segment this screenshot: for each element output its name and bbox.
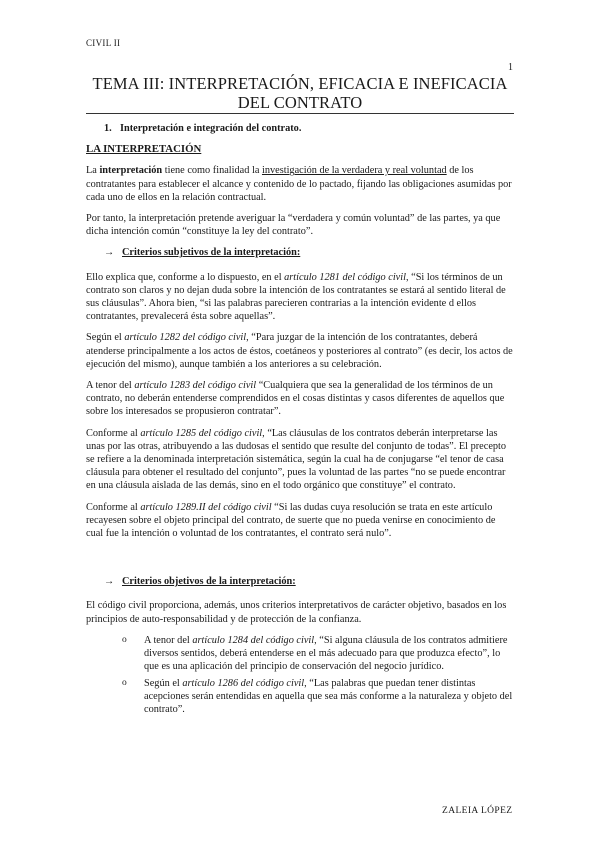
- text-run: Según el: [144, 677, 183, 689]
- article-reference: artículo 1282 del código civil: [124, 332, 247, 344]
- section-title: Interpretación e integración del contrato.: [120, 123, 302, 134]
- list-item: [122, 677, 514, 717]
- text-run: , “Las palabras que puedan tener distintas acepciones serán entendidas en aquella que sea más conforme a la naturaleza y objeto del contrato”.: [144, 677, 513, 715]
- article-reference: artículo 1283 del código civil: [134, 380, 257, 392]
- text-run: “Cualquiera que sea la generalidad de los términos de un contrato, no deberán entenderse comprendidos en el cosas distintas y casos diferentes de aquellos que sobre los interesados se propusieron contratar”.: [86, 380, 505, 418]
- text-run: de los contratantes para establecer el alcance y contenido de lo pactado, fijando las obligaciones asumidas por cada uno de ellos en la relación contractual.: [86, 165, 512, 203]
- running-header: CIVIL II: [86, 38, 121, 48]
- objective-criteria-list: [86, 634, 514, 716]
- text-run: La: [86, 165, 100, 177]
- article-reference: artículo 1286 del código civil: [182, 677, 305, 689]
- subjective-criteria-heading: [86, 246, 514, 259]
- document-body: [86, 122, 514, 719]
- text-run: Conforme al: [86, 427, 141, 439]
- text-run: tiene como finalidad la: [162, 165, 262, 177]
- section-heading: [86, 122, 514, 135]
- article-reference: artículo 1284 del código civil: [192, 634, 315, 646]
- article-reference: artículo 1289.II del código civil: [140, 501, 272, 513]
- article-reference: artículo 1285 del código civil: [140, 427, 263, 439]
- text-run: Ello explica que, conforme a lo dispuesto, en el: [86, 271, 285, 283]
- text-run: “Si las dudas cuya resolución se trata en este artículo recayesen sobre el objeto principal del contrato, de suerte que no pueda venirse en conocimiento de cual fue la intención o voluntad de los contratantes, el contrato será nulo”.: [86, 501, 496, 540]
- subjective-paragraph-2: [86, 331, 514, 371]
- text-run: , “Las cláusulas de los contratos deberán interpretarse las unas por las otras, atribuyendo a las dudosas el sentido que resulte del conjunto de todas”. El precepto se refiere a la denominada interpretación sistemática, según la cual ha de conjugarse “el tenor de casa cláusula para obtener el resultado del conjunto”, pues la voluntad de las partes “no se puede encontrar en una cláusula aislada de las demás, sino en el todo orgánico que constituye” el contrato.: [86, 427, 507, 492]
- article-reference: artículo 1281 del código civil: [284, 271, 406, 283]
- bold-term: interpretación: [99, 165, 163, 177]
- subheading-text: Criterios subjetivos de la interpretación:: [122, 247, 301, 259]
- subjective-paragraph-5: [86, 501, 514, 541]
- objective-criteria-heading: [86, 575, 514, 588]
- text-run: Conforme al: [86, 501, 141, 513]
- text-run: , “Si alguna cláusula de los contratos admitiere diversos sentidos, deberá entenderse en el más adecuado para que produzca efecto”, lo que es una aplicación del principio de conservación del negocio jurídico.: [144, 634, 508, 673]
- text-run: , “Si los términos de un contrato son claros y no dejan duda sobre la intención de los contratantes se estará al sentido literal de sus cláusulas”. Ahora bien, “si las palabras parecieren contrarias a la intención evidente d ellos contratantes, prevalecerá ésta sobre aquellas”.: [86, 271, 506, 323]
- objective-paragraph-1: El código civil proporciona, además, unos criterios interpretativos de carácter objetivo, basados en los principios de auto-responsabilidad y de protección de la confianza.: [86, 600, 507, 625]
- subjective-paragraph-4: [86, 427, 514, 493]
- spacer: [86, 548, 514, 570]
- list-item: [122, 634, 514, 674]
- text-run: A tenor del: [144, 634, 193, 646]
- intro-paragraph-1: [86, 164, 514, 204]
- footer-author: ZALEIA LÓPEZ: [442, 806, 513, 816]
- subjective-paragraph-3: [86, 379, 514, 419]
- circle-bullet-icon: o: [122, 634, 127, 645]
- circle-bullet-icon: o: [122, 677, 127, 688]
- interpretation-heading: LA INTERPRETACIÓN: [86, 143, 202, 156]
- page-number: 1: [508, 62, 513, 73]
- page-title: TEMA III: INTERPRETACIÓN, EFICACIA E INEFICACIA DEL CONTRATO: [92, 74, 508, 112]
- subheading-text: Criterios objetivos de la interpretación:: [122, 576, 296, 588]
- arrow-icon: →: [104, 576, 115, 588]
- intro-paragraph-2: Por tanto, la interpretación pretende averiguar la “verdadera y común voluntad” de las partes, ya que dicha intención común “constituye la ley del contrato”.: [86, 213, 501, 238]
- title-underline: [86, 113, 514, 114]
- text-run: Según el: [86, 332, 125, 344]
- text-run: A tenor del: [86, 380, 135, 392]
- section-number: 1.: [104, 123, 112, 134]
- underlined-phrase: investigación de la verdadera y real voluntad: [261, 165, 447, 177]
- text-run: , “Para juzgar de la intención de los contratantes, deberá atenderse principalmente a los actos de éstos, coetáneos y posteriores al contrato” (es decir, los actos de ejecución del mismo), aunque también a los anteriores a su celebración.: [86, 332, 513, 370]
- subjective-paragraph-1: [86, 271, 514, 324]
- arrow-icon: →: [104, 247, 115, 259]
